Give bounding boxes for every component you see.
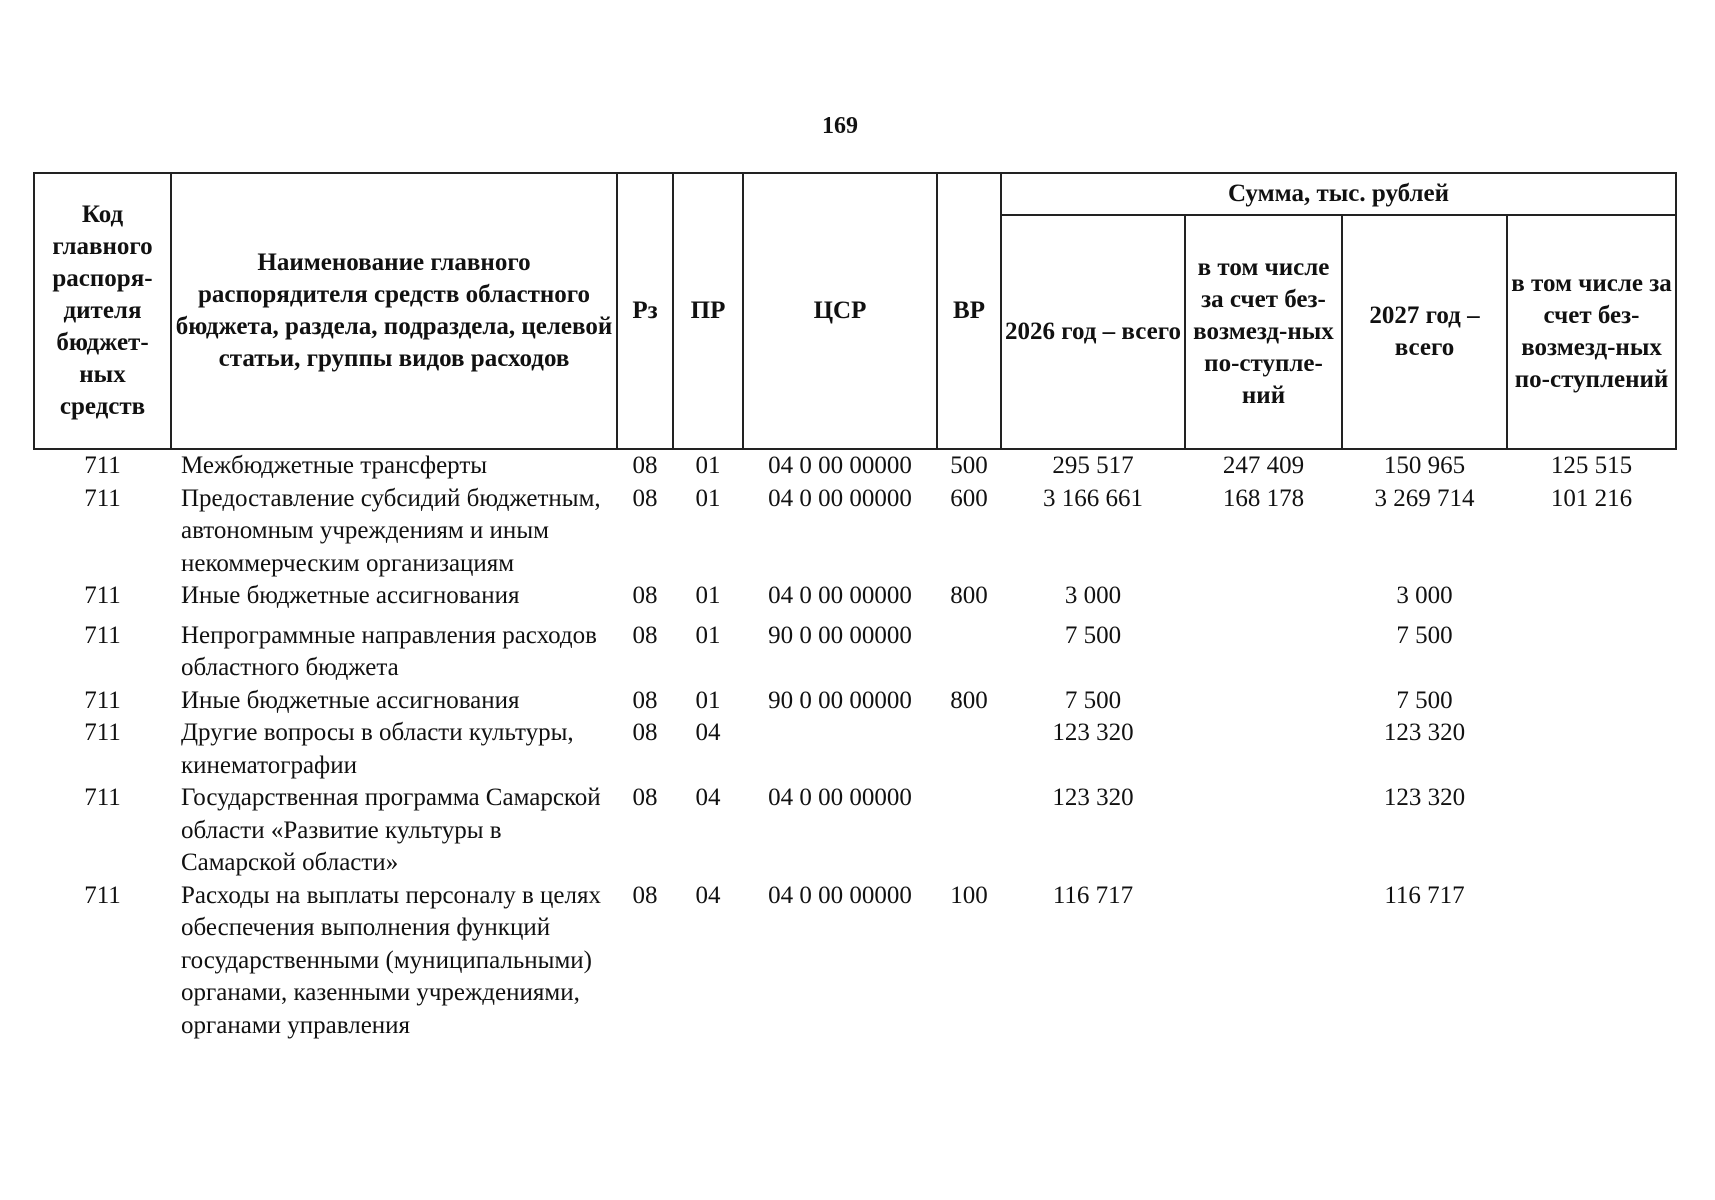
cell-2026-total: 7 500 [1064,686,1122,714]
cell-rz: 08 [632,621,658,649]
cell-2026-grants: 247 409 [1222,452,1305,479]
cell-2027-grants [1507,717,1676,782]
header-2026-grants: в том числе за счет без-возмезд-ных по-ступле-ний [1185,215,1342,449]
cell-rz: 08 [632,686,658,714]
cell-2026-grants [1185,685,1342,718]
table-row [34,717,1676,782]
header-pr: ПР [673,173,743,449]
cell-vr: 800 [950,582,988,609]
cell-2027-total: 123 320 [1383,784,1466,811]
cell-vr [937,782,1001,880]
cell-2026-grants [1185,580,1342,613]
cell-pr: 01 [695,452,721,479]
cell-csr: 04 0 00 00000 [768,452,912,479]
table-row [34,580,1676,613]
cell-vr [937,613,1001,685]
cell-pr: 04 [695,719,721,746]
cell-2026-total: 3 000 [1064,582,1122,609]
cell-2027-grants [1507,685,1676,718]
cell-2026-total: 123 320 [1052,784,1134,811]
table-row [34,613,1676,685]
cell-2026-total: 3 166 661 [1043,484,1143,512]
header-2027-total: 2027 год – всего [1342,215,1507,449]
header-2027-grants: в том числе за счет без-возмезд-ных по-ступлений [1507,215,1676,449]
cell-code: 711 [84,621,121,649]
cell-2026-grants [1185,613,1342,685]
cell-vr: 800 [950,686,988,714]
cell-pr: 01 [695,582,721,609]
cell-2027-total: 123 320 [1383,719,1466,746]
header-code: Код главного распоря-дителя бюджет-ных средств [34,173,171,449]
cell-vr: 600 [950,484,988,512]
cell-csr: 04 0 00 00000 [768,484,912,512]
cell-rz: 08 [632,784,658,811]
cell-csr: 04 0 00 00000 [768,784,912,811]
cell-2026-grants [1185,782,1342,880]
cell-pr: 01 [695,686,721,714]
cell-code: 711 [84,784,121,811]
cell-2027-total: 3 000 [1396,582,1453,609]
cell-name: Иные бюджетные ассигнования [181,582,520,609]
page-number: 169 [822,113,858,139]
cell-2027-total: 3 269 714 [1374,484,1475,512]
cell-2027-total: 150 965 [1383,452,1466,479]
cell-rz: 08 [632,881,658,909]
cell-name: Другие вопросы в области культуры, кинематографии [181,719,574,779]
cell-2027-grants: 101 216 [1550,484,1633,512]
table-row [34,449,1676,483]
cell-name: Иные бюджетные ассигнования [181,686,520,714]
table-row [34,483,1676,581]
cell-2027-total: 7 500 [1396,621,1453,649]
cell-code: 711 [84,484,121,512]
cell-2026-grants [1185,717,1342,782]
cell-vr [937,717,1001,782]
cell-2027-grants [1507,880,1676,1043]
cell-rz: 08 [632,484,658,512]
cell-2027-grants [1507,613,1676,685]
cell-2027-grants [1507,580,1676,613]
cell-2026-total: 7 500 [1064,621,1122,649]
table-row [34,880,1676,1043]
cell-2026-total: 295 517 [1052,452,1134,479]
header-sum-group: Сумма, тыс. рублей [1001,173,1676,215]
cell-csr: 04 0 00 00000 [768,881,912,909]
cell-code: 711 [84,582,121,609]
table-row [34,782,1676,880]
cell-name: Расходы на выплаты персоналу в целях обеспечения выполнения функций государственными (муниципальными) органами, казенными учреждениями, органами управления [181,881,601,1039]
cell-name: Межбюджетные трансферты [181,452,488,479]
cell-2026-total: 123 320 [1052,719,1134,746]
cell-name: Государственная программа Самарской области «Развитие культуры в Самарской области» [181,784,601,876]
header-name: Наименование главного распорядителя средств областного бюджета, раздела, подраздела, целевой статьи, группы видов расходов [171,173,617,449]
cell-code: 711 [84,719,121,746]
cell-2027-total: 116 717 [1384,881,1465,909]
cell-rz: 08 [632,719,658,746]
cell-code: 711 [84,881,121,909]
cell-2027-grants [1507,782,1676,880]
cell-code: 711 [84,452,121,479]
header-rz: Рз [617,173,673,449]
cell-pr: 04 [695,881,721,909]
cell-2027-total: 7 500 [1396,686,1453,714]
header-vr: ВР [937,173,1001,449]
cell-vr: 500 [950,452,988,479]
cell-rz: 08 [632,582,658,609]
cell-pr: 04 [695,784,721,811]
cell-vr: 100 [950,881,988,909]
cell-pr: 01 [695,484,721,512]
cell-2026-grants [1185,880,1342,1043]
header-csr: ЦСР [743,173,937,449]
cell-csr: 90 0 00 00000 [768,686,912,714]
cell-name: Непрограммные направления расходов областного бюджета [181,621,597,681]
table-row [34,685,1676,718]
cell-2027-grants: 125 515 [1550,452,1633,479]
cell-csr: 90 0 00 00000 [768,621,912,649]
cell-name: Предоставление субсидий бюджетным, автономным учреждениям и иным некоммерческим организациям [181,484,601,577]
cell-csr [743,717,937,782]
cell-pr: 01 [695,621,721,649]
cell-2026-grants: 168 178 [1222,484,1305,512]
cell-code: 711 [84,686,121,714]
cell-csr: 04 0 00 00000 [768,582,912,609]
budget-table [33,172,1677,1042]
header-2026-total: 2026 год – всего [1001,215,1185,449]
cell-2026-total: 116 717 [1052,881,1134,909]
cell-rz: 08 [632,452,658,479]
